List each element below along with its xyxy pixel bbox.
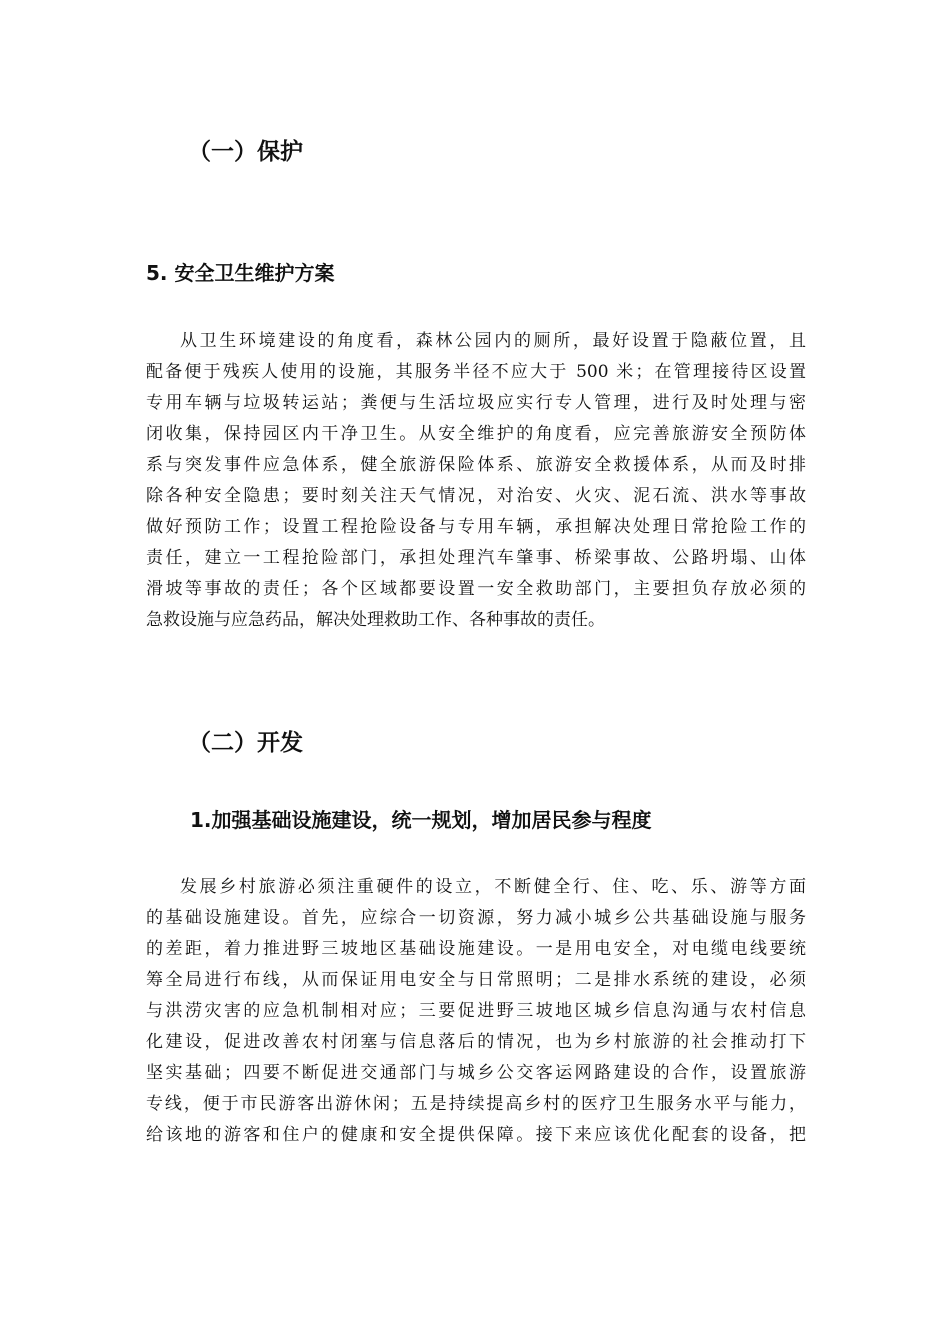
paragraph-line: 发展乡村旅游必须注重硬件的设立，不断健全行、住、吃、乐、游等方面 (180, 877, 806, 897)
paragraph-line: 滑坡等事故的责任；各个区域都要设置一安全救助部门，主要担负存放必须的 (146, 579, 806, 599)
paragraph-line: 的基础设施建设。首先，应综合一切资源，努力减小城乡公共基础设施与服务 (146, 908, 806, 928)
paragraph-line: 化建设，促进改善农村闭塞与信息落后的情况，也为乡村旅游的社会推动打下 (146, 1032, 806, 1052)
subsection-heading-safety-hygiene: 5. 安全卫生维护方案 (146, 261, 335, 285)
paragraph-line: 专用车辆与垃圾转运站；粪便与生活垃圾应实行专人管理，进行及时处理与密 (146, 393, 806, 413)
paragraph-line: 给该地的游客和住户的健康和安全提供保障。接下来应该优化配套的设备，把 (146, 1125, 806, 1145)
paragraph-line: 配备便于残疾人使用的设施，其服务半径不应大于 500 米；在管理接待区设置 (146, 362, 806, 382)
paragraph-safety-hygiene (146, 326, 806, 636)
subsection-heading-infrastructure: 1.加强基础设施建设，统一规划，增加居民参与程度 (190, 808, 652, 832)
paragraph-line: 与洪涝灾害的应急机制相对应；三要促进野三坡地区城乡信息沟通与农村信息 (146, 1001, 806, 1021)
paragraph-line: 筹全局进行布线，从而保证用电安全与日常照明；二是排水系统的建设，必须 (146, 970, 806, 990)
paragraph-line: 做好预防工作；设置工程抢险设备与专用车辆，承担解决处理日常抢险工作的 (146, 517, 806, 537)
paragraph-infrastructure (146, 872, 806, 1151)
paragraph-line: 系与突发事件应急体系，健全旅游保险体系、旅游安全救援体系，从而及时排 (146, 455, 806, 475)
paragraph-line: 除各种安全隐患；要时刻关注天气情况，对治安、火灾、泥石流、洪水等事故 (146, 486, 806, 506)
paragraph-line: 专线，便于市民游客出游休闲；五是持续提高乡村的医疗卫生服务水平与能力， (146, 1094, 806, 1114)
paragraph-line: 从卫生环境建设的角度看，森林公园内的厕所，最好设置于隐蔽位置，且 (180, 331, 806, 351)
paragraph-line: 的差距，着力推进野三坡地区基础设施建设。一是用电安全，对电缆电线要统 (146, 939, 806, 959)
section-heading-development: （二）开发 (188, 730, 303, 756)
paragraph-line: 责任，建立一工程抢险部门，承担处理汽车肇事、桥梁事故、公路坍塌、山体 (146, 548, 806, 568)
paragraph-line: 急救设施与应急药品，解决处理救助工作、各种事故的责任。 (146, 610, 605, 630)
paragraph-line: 坚实基础；四要不断促进交通部门与城乡公交客运网路建设的合作，设置旅游 (146, 1063, 806, 1083)
section-heading-protection: （一）保护 (188, 139, 303, 165)
paragraph-line: 闭收集，保持园区内干净卫生。从安全维护的角度看，应完善旅游安全预防体 (146, 424, 806, 444)
